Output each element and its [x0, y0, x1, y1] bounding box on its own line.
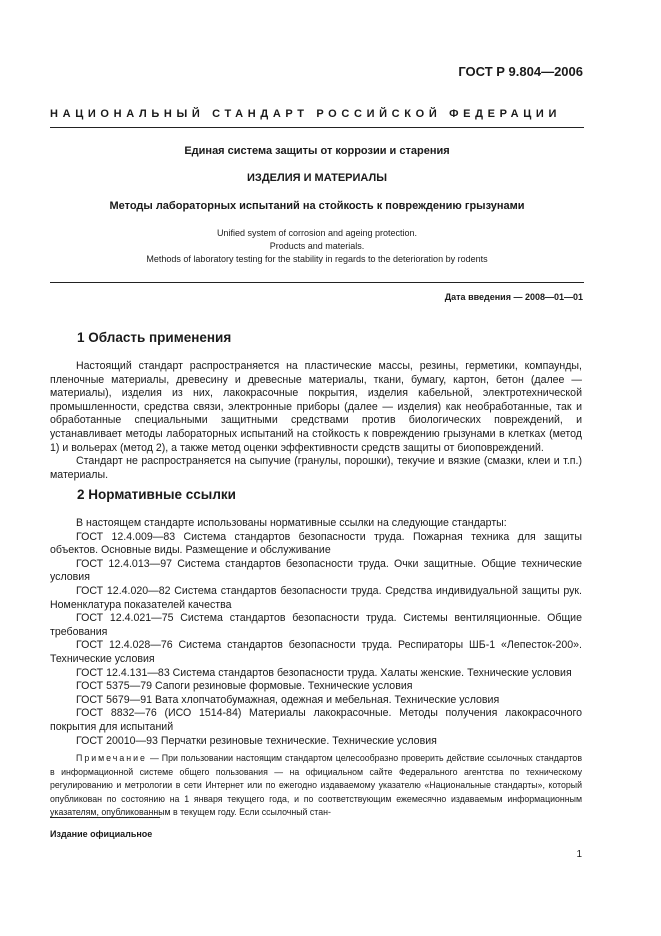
- english-title-line: Unified system of corrosion and ageing protection.: [216, 228, 418, 238]
- reference-item: ГОСТ 12.4.020—82 Система стандартов безопасности труда. Средства индивидуальной защиты рук. Номенклатура показателей качества: [50, 584, 582, 611]
- english-title-line: Products and materials.: [269, 241, 365, 251]
- section-2-body: [50, 517, 582, 748]
- english-title-line: Methods of laboratory testing for the stability in regards to the deterioration by rodents: [146, 254, 488, 264]
- english-title: [50, 227, 584, 266]
- note: [50, 752, 582, 820]
- reference-item: ГОСТ 12.4.013—97 Система стандартов безопасности труда. Очки защитные. Общие технические условия: [50, 557, 582, 584]
- title-system: Единая система защиты от коррозии и старения: [184, 145, 450, 157]
- reference-item: ГОСТ 5679—91 Вата хлопчатобумажная, одежная и мебельная. Технические условия: [76, 693, 500, 706]
- edition-label: Издание официальное: [50, 829, 153, 839]
- reference-item: ГОСТ 12.4.009—83 Система стандартов безопасности труда. Пожарная техника для защиты объектов. Основные виды. Размещение и обслуживание: [50, 530, 582, 557]
- reference-item: ГОСТ 12.4.021—75 Система стандартов безопасности труда. Системы вентиляционные. Общие требования: [50, 612, 582, 638]
- section-1-body: [50, 360, 582, 482]
- header-rule: [50, 127, 584, 128]
- section-1-heading: 1 Область применения: [77, 330, 232, 345]
- note-label: Примечание: [76, 753, 147, 763]
- reference-item: ГОСТ 5375—79 Сапоги резиновые формовые. Технические условия: [76, 680, 413, 693]
- paragraph: В настоящем стандарте использованы нормативные ссылки на следующие стандарты:: [76, 517, 507, 529]
- introduction-date: Дата введения — 2008—01—01: [444, 292, 583, 302]
- national-standard-banner: НАЦИОНАЛЬНЫЙ СТАНДАРТ РОССИЙСКОЙ ФЕДЕРАЦИИ: [50, 108, 562, 120]
- title-methods: Методы лабораторных испытаний на стойкость к повреждению грызунами: [109, 200, 525, 212]
- section-2-heading: 2 Нормативные ссылки: [77, 487, 236, 502]
- reference-item: ГОСТ 20010—93 Перчатки резиновые технические. Технические условия: [76, 734, 437, 747]
- footer-rule: [50, 817, 160, 818]
- title-rule: [50, 282, 584, 283]
- reference-item: ГОСТ 12.4.028—76 Система стандартов безопасности труда. Респираторы ШБ-1 «Лепесток-200». Технические условия: [50, 639, 582, 665]
- document-id: ГОСТ Р 9.804—2006: [458, 64, 583, 79]
- paragraph: Стандарт не распространяется на сыпучие (гранулы, порошки), текучие и вязкие (смазки, клеи и т.п.) материалы.: [50, 455, 582, 481]
- paragraph: Настоящий стандарт распространяется на пластические массы, резины, герметики, компаунды, пленочные материалы, древесину и древесные материалы, ткани, бумагу, картон, бетон (далее — материалы), изделия из них, лакокрасочные покрытия, изделия кабельной, электротехнической промышленности, средства связи, электронные приборы (далее — изделия) как необработанные, так и обработанные специальными защитными средствами против биологических повреждений, и устанавливает методы лабораторных испытаний на стойкость к повреждению грызунами в клетках (метод 1) и вольерах (метод 2), а также метод оценки эффективности средств защиты от биоповреждений.: [50, 360, 582, 454]
- note-text: — При пользовании настоящим стандартом целесообразно проверить действие ссылочных стандартов в информационной системе общего пользования — на официальном сайте Федерального агентства по техническому регулированию и метрологии в сети Интернет или по ежегодно издаваемому указателю «Национальные стандарты», который опубликован по состоянию на 1 января текущего года, и по соответствующим ежемесячно издаваемым информационным указателям, опубликованным в текущем году. Если ссылочный стан-: [50, 753, 582, 818]
- reference-item: ГОСТ 12.4.131—83 Система стандартов безопасности труда. Халаты женские. Технические условия: [76, 666, 572, 679]
- title-main: ИЗДЕЛИЯ И МАТЕРИАЛЫ: [247, 172, 387, 184]
- page-number: 1: [576, 849, 582, 860]
- reference-item: ГОСТ 8832—76 (ИСО 1514-84) Материалы лакокрасочные. Методы получения лакокрасочного покрытия для испытаний: [50, 707, 582, 733]
